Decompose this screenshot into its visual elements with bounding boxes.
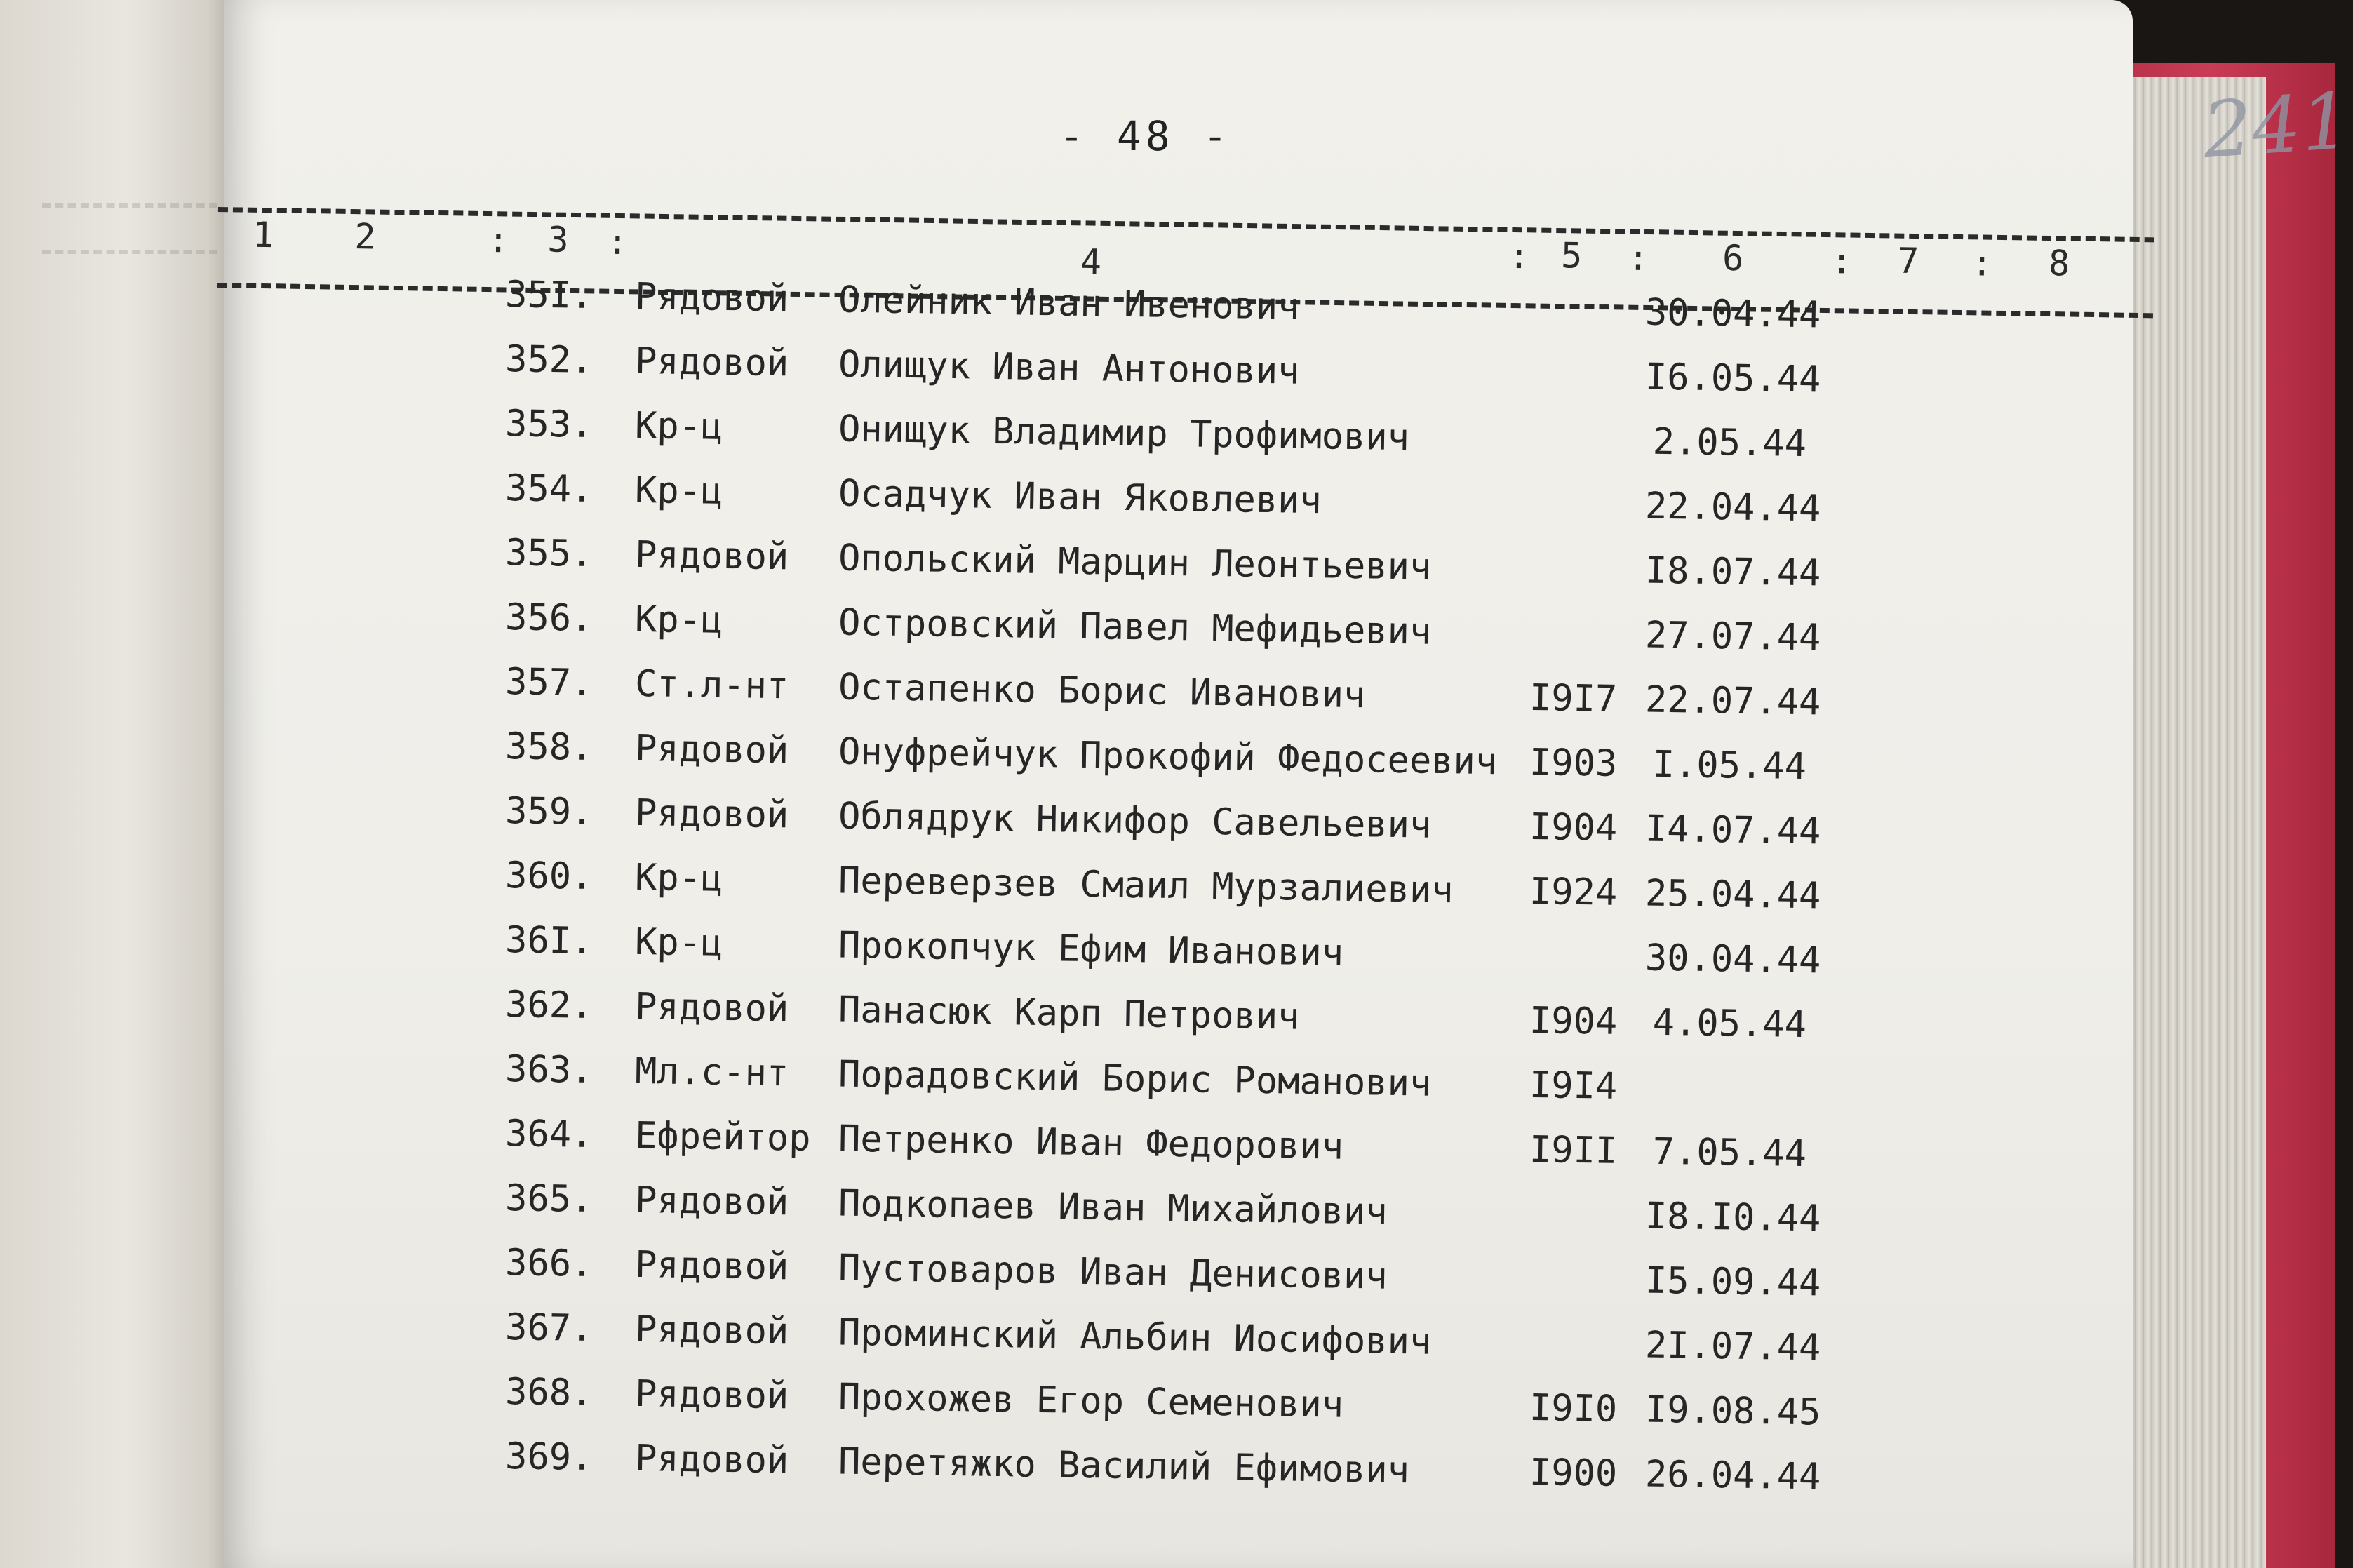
date-of-death: 2I.07.44 [1644,1324,1821,1369]
birth-year: I9I4 [1529,1064,1618,1108]
full-name: Пустоваров Иван Денисович [838,1247,1388,1298]
entry-number: 355. [504,532,594,575]
entry-number: 358. [504,725,594,769]
full-name: Олейник Иван Ивенович [838,279,1300,328]
entry-number: 36I. [504,919,594,963]
military-rank: Рядовой [634,985,789,1031]
military-rank: Рядовой [634,275,789,321]
date-of-death: 25.04.44 [1644,872,1821,918]
column-separator: : [1830,241,1853,282]
column-separator: : [1971,243,1993,284]
full-name: Прохожев Егор Семенович [838,1376,1344,1426]
date-of-death: 27.07.44 [1644,614,1821,659]
entry-number: 369. [504,1435,594,1479]
birth-year: I904 [1529,999,1618,1043]
birth-year: I924 [1529,870,1618,914]
entry-number: 364. [504,1113,594,1156]
full-name: Перетяжко Василий Ефимович [838,1440,1410,1492]
full-name: Опольский Марцин Леонтьевич [838,537,1432,589]
entry-number: 352. [504,338,594,382]
military-rank: Мл.с-нт [634,1050,789,1095]
column-number-3: 3 [547,219,569,260]
full-name: Олищук Иван Антонович [838,343,1300,393]
full-name: Онуфрейчук Прокофий Федосеевич [838,730,1498,784]
military-rank: Ефрейтор [634,1114,812,1160]
date-of-death: 4.05.44 [1652,1001,1807,1047]
date-of-death: I6.05.44 [1644,356,1821,401]
date-of-death: 7.05.44 [1652,1130,1807,1176]
military-rank: Рядовой [634,727,789,772]
column-number-8: 8 [2048,243,2070,284]
date-of-death: 22.04.44 [1644,485,1821,530]
birth-year: I900 [1529,1451,1618,1495]
military-rank: Кр-ц [634,404,723,448]
military-rank: Рядовой [634,340,789,385]
date-of-death: 26.04.44 [1644,1453,1821,1499]
full-name: Онищук Владимир Трофимович [838,408,1410,460]
entry-number: 353. [504,403,594,446]
military-rank: Рядовой [634,1372,789,1418]
column-number-6: 6 [1722,237,1744,279]
column-number-7: 7 [1897,240,1919,282]
entry-number: 368. [504,1371,594,1414]
entry-number: 362. [504,984,594,1027]
entry-number: 365. [504,1177,594,1221]
entry-number: 35I. [504,274,594,317]
date-of-death: I8.I0.44 [1644,1195,1821,1240]
entry-number: 354. [504,467,594,511]
column-separator: : [1508,235,1530,277]
full-name: Облядрук Никифор Савельевич [838,795,1432,847]
entry-number: 356. [504,596,594,640]
military-rank: Кр-ц [634,469,723,513]
entry-number: 357. [504,661,594,704]
military-rank: Кр-ц [634,920,723,965]
date-of-death: 30.04.44 [1644,937,1821,982]
military-rank: Кр-ц [634,598,723,642]
column-separator: : [606,221,629,263]
birth-year: I904 [1529,805,1618,850]
full-name: Проминский Альбин Иосифович [838,1311,1432,1363]
date-of-death: 2.05.44 [1652,420,1807,466]
military-rank: Рядовой [634,533,789,579]
birth-year: I9II [1529,1128,1618,1172]
full-name: Прокопчук Ефим Иванович [838,924,1344,974]
full-name: Петренко Иван Федорович [838,1118,1344,1168]
birth-year: I903 [1529,741,1618,785]
full-name: Островский Павел Мефидьевич [838,601,1432,653]
date-of-death: I9.08.45 [1644,1388,1821,1434]
date-of-death: I4.07.44 [1644,808,1821,853]
birth-year: I9I0 [1529,1386,1618,1430]
full-name: Порадовский Борис Романович [838,1053,1432,1105]
column-number-5: 5 [1560,235,1583,276]
date-of-death: I.05.44 [1652,743,1807,789]
birth-year: I9I7 [1529,676,1618,721]
full-name: Осадчук Иван Яковлевич [838,472,1322,523]
left-page-ghost-table-rule [42,203,217,254]
full-name: Переверзев Смаил Мурзалиевич [838,859,1454,912]
military-rank: Рядовой [634,1243,789,1289]
date-of-death: 22.07.44 [1644,678,1821,724]
entry-number: 360. [504,855,594,898]
entry-number: 359. [504,790,594,833]
entry-number: 366. [504,1242,594,1285]
military-rank: Рядовой [634,791,789,837]
column-number-2: 2 [354,216,376,257]
full-name: Панасюк Карп Петрович [838,989,1300,1038]
military-rank: Ст.л-нт [634,662,789,708]
column-number-1: 1 [252,214,274,256]
full-name: Подкопаев Иван Михайлович [838,1182,1388,1233]
date-of-death: 30.04.44 [1644,291,1821,337]
column-number-4: 4 [1080,241,1102,283]
military-rank: Рядовой [634,1179,789,1224]
column-separator: : [487,220,509,261]
entry-number: 363. [504,1048,594,1092]
full-name: Остапенко Борис Иванович [838,666,1366,717]
entry-number: 367. [504,1306,594,1350]
date-of-death: I5.09.44 [1644,1259,1821,1305]
archive-handwritten-number: 241 [2199,75,2353,176]
column-separator: : [1627,237,1649,279]
page-number: - 48 - [1059,112,1232,160]
military-rank: Рядовой [634,1437,789,1482]
left-page [0,0,232,1568]
military-rank: Рядовой [634,1308,789,1353]
date-of-death: I8.07.44 [1644,549,1821,595]
military-rank: Кр-ц [634,856,723,900]
